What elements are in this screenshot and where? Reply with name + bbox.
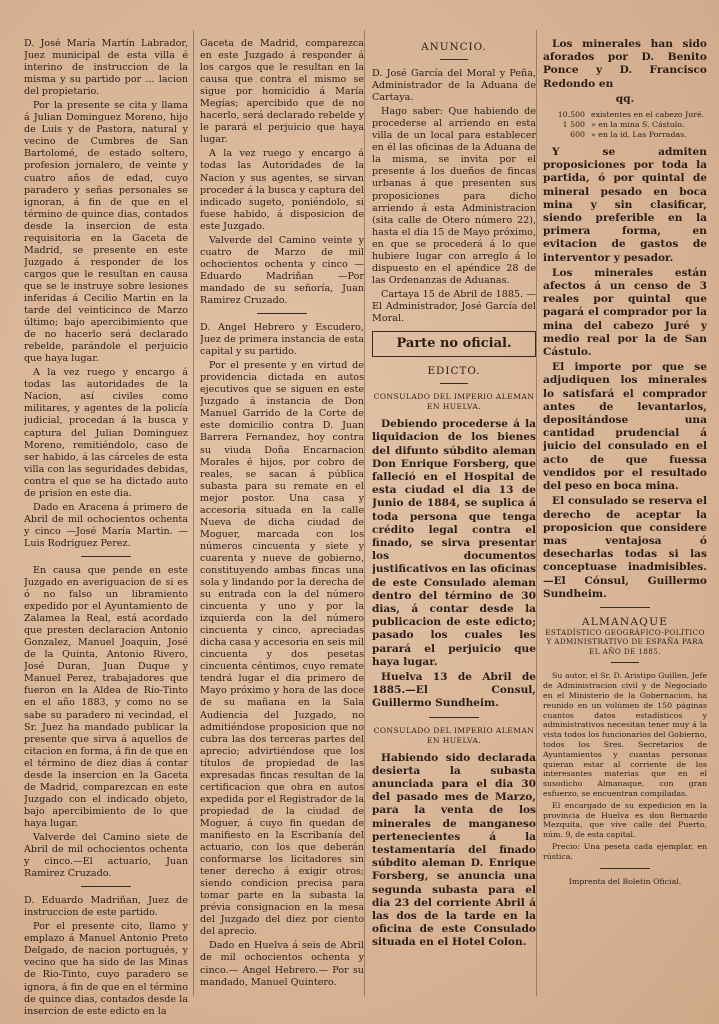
notice-heading: D. Angel Hebrero y Escudero, Juez de primera instancia de esta capital y su partido.: [200, 322, 364, 358]
column-2: [200, 38, 364, 991]
separator: [600, 607, 650, 608]
minerals-intro: Los minerales han sido aforados por D. Benito Ponce y D. Francisco Redondo en: [543, 38, 707, 90]
notice-signature: Valverde del Camino veinte y cuatro de Marzo de mil ochocientos ochenta y cinco —Eduardo Madriñan —Por mandado de su señoría, Juan Ramirez Cruzado.: [200, 234, 364, 306]
subasta-text: Habiendo sido declarada desierta la subasta anunciada para el dia 30 del pasado mes de Marzo, para la venta de los minerales de manganeso pertenecientes á la testamentaría del finado súbdito aleman D. Enrique Forsberg, se anuncia una segunda subasta para el dia 23 del corriente Abril á las dos de la tarde en la oficina de este Consulado situada en el Hotel Colon.: [372, 751, 536, 949]
edicto-text: Debiendo procederse á la liquidacion de los bienes del difunto súbdito aleman Don Enrique Forsberg, que falleció en el Hospital de esta ciudad el dia 13 de Junio de 1884, se suplica á toda persona que tenga crédito legal contra el finado, se sirva presentar los documentos justificativos en las oficinas de este Consulado aleman dentro del término de 30 dias, á contar desde la publicacion de este edicto; pasado los cuales les parará el perjuicio que haya lugar.: [372, 418, 536, 668]
almanaque-paragraph: El encargado de su expedicion en la provincia de Huelva es don Bernardo Mezquita, que vive calle del Puerto, núm. 9, de esta capital.: [543, 800, 707, 840]
separator: [611, 662, 639, 663]
mineral-line: [543, 110, 707, 120]
notice-paragraph: Por el presente cito, llamo y emplazo á Manuel Antonio Preto Delgado, de nacion portugués, y vecino que ha sido de las Minas de Rio-Tinto, cuyo paradero se ignora, á fin de que en el término de quince dias, contados desde la insercion de este edicto en la: [24, 921, 188, 1017]
edicto-title: EDICTO.: [427, 365, 481, 378]
almanaque-paragraph: Precio: Una peseta cada ejemplar, en rústica.: [543, 842, 707, 861]
column-rule: [193, 30, 194, 996]
en-huelva-label: EN HUELVA.: [426, 402, 482, 412]
column-rule: [536, 30, 537, 996]
en-huelva-label: EN HUELVA.: [426, 735, 482, 745]
minerals-signature: El consulado se reserva el derecho de aceptar la proposicion que considere mas ventajosa ó desecharlas todas si las conceptuase inadmisibles. —El Cónsul, Guillermo Sundheim.: [543, 495, 707, 600]
notice-signature: Dado en Aracena á primero de Abril de mil ochocientos ochenta y cinco —José María Martin. —Luis Rodriguez Perez.: [24, 501, 188, 549]
almanaque-subtitle: ESTADÍSTICO GEOGRÁFICO-POLÍTICO Y ADMINISTRATIVO DE ESPAÑA PARA EL AÑO DE 1885.: [545, 627, 705, 656]
mineral-qty: 600: [570, 130, 585, 140]
minerals-paragraph: Y se admiten proposiciones por toda la partida, ó por quintal de mineral pesado en boca mina y sin clasificar, siendo preferible en la primera forma, en evitacion de gastos de interventor y pesador.: [543, 146, 707, 264]
mineral-desc: » en la mina S. Cástulo.: [591, 120, 685, 130]
separator: [600, 868, 650, 869]
mineral-desc: existentes en el cabezo Juré.: [591, 110, 705, 120]
notice-heading: D. José García del Moral y Peña, Administrador de la Aduana de Cartaya.: [372, 68, 536, 104]
notice-paragraph: Gaceta de Madrid, comparezca en este Juzgado á responder á los cargos que le resultan en la causa que contra el mismo se sigue por homicidio á María Megías; apercibido que de no hacerlo, será declarado rebelde y le parará el perjuicio que haya lugar.: [200, 38, 364, 146]
column-rule: [364, 30, 365, 996]
column-3: [372, 38, 536, 952]
separator: [440, 59, 468, 60]
anuncio-title: ANUNCIO.: [421, 41, 487, 53]
mineral-desc: » en la id. Las Porradas.: [591, 130, 687, 140]
notice-signature: Dado en Huelva á seis de Abril de mil ochocientos ochenta y cinco.— Angel Hebrero.— Por su mandado, Manuel Quintero.: [200, 940, 364, 988]
notice-paragraph: A la vez ruego y encargo á todas las autoridades de la Nacion, así civiles como militares, y agentes de la policía judicial, procedan á la busca y captura del Julian Dominguez Moreno, remitiéndolo, caso de ser habido, á las cárceles de esta villa con las seguridades debidas, contra el que se ha dictado auto de prision en este dia.: [24, 367, 188, 499]
notice-paragraph: Por la presente se cita y llama á Julian Dominguez Moreno, hijo de Luis y de Pastora, natural y vecino de Cumbres de San Bartolomé, de estado soltero, profesion jornalero, de veinte y cuatro años de edad, cuyo paradero y señas personales se ignoran, á fin de que en el término de quince dias, contados desde la insercion de esta requisitoria en la Gaceta de Madrid, se presente en este Juzgado á responder de los cargos que le resultan en causa que se le instruye sobre lesiones inferidas á Cecilio Martin en la tarde del veinticinco de Marzo último; bajo apercibimiento que de no hacerlo será declarado rebelde, parándole el perjuicio que haya lugar.: [24, 100, 188, 365]
separator: [440, 383, 468, 384]
column-1: [24, 38, 188, 1020]
section-title: Parte no oficial.: [372, 331, 536, 357]
consulado-heading: CONSULADO DEL IMPERIO ALEMAN: [373, 392, 535, 402]
mineral-qty: 1 500: [562, 120, 585, 130]
qq-label: qq.: [615, 92, 635, 105]
notice-paragraph: Por el presente y en virtud de providencia dictada en autos ejecutivos que se siguen en este Juzgado á instancia de Don Manuel Garrido de la Corte de este domicilio contra D. Juan Barrera Fernandez, hoy contra su viuda Doña Encarnacion Morales é hijos, por cobro de reales, se sacan á pública subasta para su remate en el mejor postor. Una casa y accesoria situada en la calle Nueva de dicha ciudad de Moguer, marcada con los números cincuenta y siete y cuarenta y nueve de gobierno, constituyendo ambas fincas una sola y lindando por la derecha de su entrada con la del número cincuenta y uno y por la izquierda con la del número cincuenta y cinco, apreciadas dicha casa y accesoria en seis mil cincuenta y dos pesetas cincuenta céntimos, cuyo remate tendrá lugar el dia primero de Mayo próximo y hora de las doce de su mañana en la Sala Audiencia del Juzgado, no admitiéndose proposicion que no cubra las dos terceras partes del aprecio; advirtiéndose que los títulos de propiedad de las expresadas fincas resultan de la certificacion que obra en autos expedida por el Registrador de la propiedad de la ciudad de Moguer, á cuyo fin quedan de manifiesto en la Escribanía del actuario, con los que deberán conformarse los licitadores sin tener derecho á exigir otros; siendo condicion precisa para tomar parte en la subasta la prévia consignacion en la mesa del Juzgado del diez por ciento del aprecio.: [200, 360, 364, 938]
separator: [429, 717, 479, 718]
minerals-paragraph: Los minerales están afectos á un censo de 3 reales por quintal que pagará el comprador por la mina del cabezo Juré y medio real por la de San Cástulo.: [543, 266, 707, 359]
notice-heading: D. José María Martín Labrador, Juez municipal de esta villa é interino de instruccion de la misma y su partido por ... lacion del propietario.: [24, 38, 188, 98]
separator: [81, 556, 131, 557]
notice-signature: Cartaya 15 de Abril de 1885. —El Administrador, José García del Moral.: [372, 288, 536, 324]
notice-paragraph: En causa que pende en este Juzgado en averiguacion de si es ó no falso un libramiento expedido por el Ayuntamiento de Zalamea la Real, está acordado que presten declaracion Antonio Gonzalez, Manuel Joaquin, José de la Quinta, Antonio Rivero, José Duran, Juan Duque y Manuel Perez, trabajadores que fueron en la Aldea de Rio-Tinto en el año 1883, y como no se sabe su paradero ni vecindad, el Sr. Juez ha mandado publicar la presente que sirva á aquellos de citacion en forma, á fin de que en el término de diez dias á contar desde la insercion en la Gaceta de Madrid, comparezcan en este Juzgado con el indicado objeto, bajo apercibimiento de lo que haya lugar.: [24, 564, 188, 829]
mineral-line: [543, 130, 707, 140]
separator: [257, 313, 307, 314]
separator: [81, 886, 131, 887]
notice-heading: D. Eduardo Madriñan, Juez de instruccion de este partido.: [24, 895, 188, 919]
almanaque-title: ALMANAQUE: [581, 615, 669, 628]
notice-paragraph: Hago saber: Que habiendo de procederse al arriendo en esta villa de un local para establecer en él las oficinas de la Aduana de la misma, se invita por el presente á los dueños de fincas urbanas á que presenten sus proposiciones para dicho arriendo á esta Administracion (sita calle de Otero número 22), hasta el dia 15 de Mayo próximo, en que se procederá á lo que hubiere lugar con arreglo á lo dispuesto en el apéndice 28 de las Ordenanzas de Aduanas.: [372, 106, 536, 286]
notice-signature: Valverde del Camino siete de Abril de mil ochocientos ochenta y cinco.—El actuario, Juan Ramirez Cruzado.: [24, 832, 188, 880]
mineral-line: [543, 120, 707, 130]
mineral-qty: 10.500: [557, 110, 585, 120]
minerals-paragraph: El importe por que se adjudiquen los minerales lo satisfará el comprador antes de levantarlos, depositándose una cantidad prudencial á juicio del consulado en el acto de que fuessa vendidos por el resultado del peso en boca mina.: [543, 361, 707, 493]
almanaque-paragraph: Su autor, el Sr. D. Aristipo Guillen, Jefe de Administracion civil y de Negociado en el Ministerio de la Gobernacion, ha reunido en un volúmen de 150 páginas cuantos datos estadísticos y administrativos necesitan tener muy á la vista todos los funcionarios del Gobierno, todos los Sres. Secretarios de Ayuntamientos y cuantas personas quieran estar al corriente de los interesantes materias que en el susodicho Almanaque, con gran esfuerzo, se encuentran compiladas.: [543, 671, 707, 799]
edicto-signature: Huelva 13 de Abril de 1885.—El Consul, Guillermo Sundheim.: [372, 670, 536, 710]
imprenta-footer: Imprenta del Boletin Oficial.: [568, 876, 682, 886]
column-4: [543, 38, 707, 886]
notice-paragraph: A la vez ruego y encargo á todas las Autoridades de la Nacion y sus agentes, se sirvan proceder á la busca y captura del indicado sugeto, poniéndolo, si fuese habido, á disposicion de este Juzgado.: [200, 148, 364, 232]
consulado-heading: CONSULADO DEL IMPERIO ALEMAN: [373, 725, 535, 735]
